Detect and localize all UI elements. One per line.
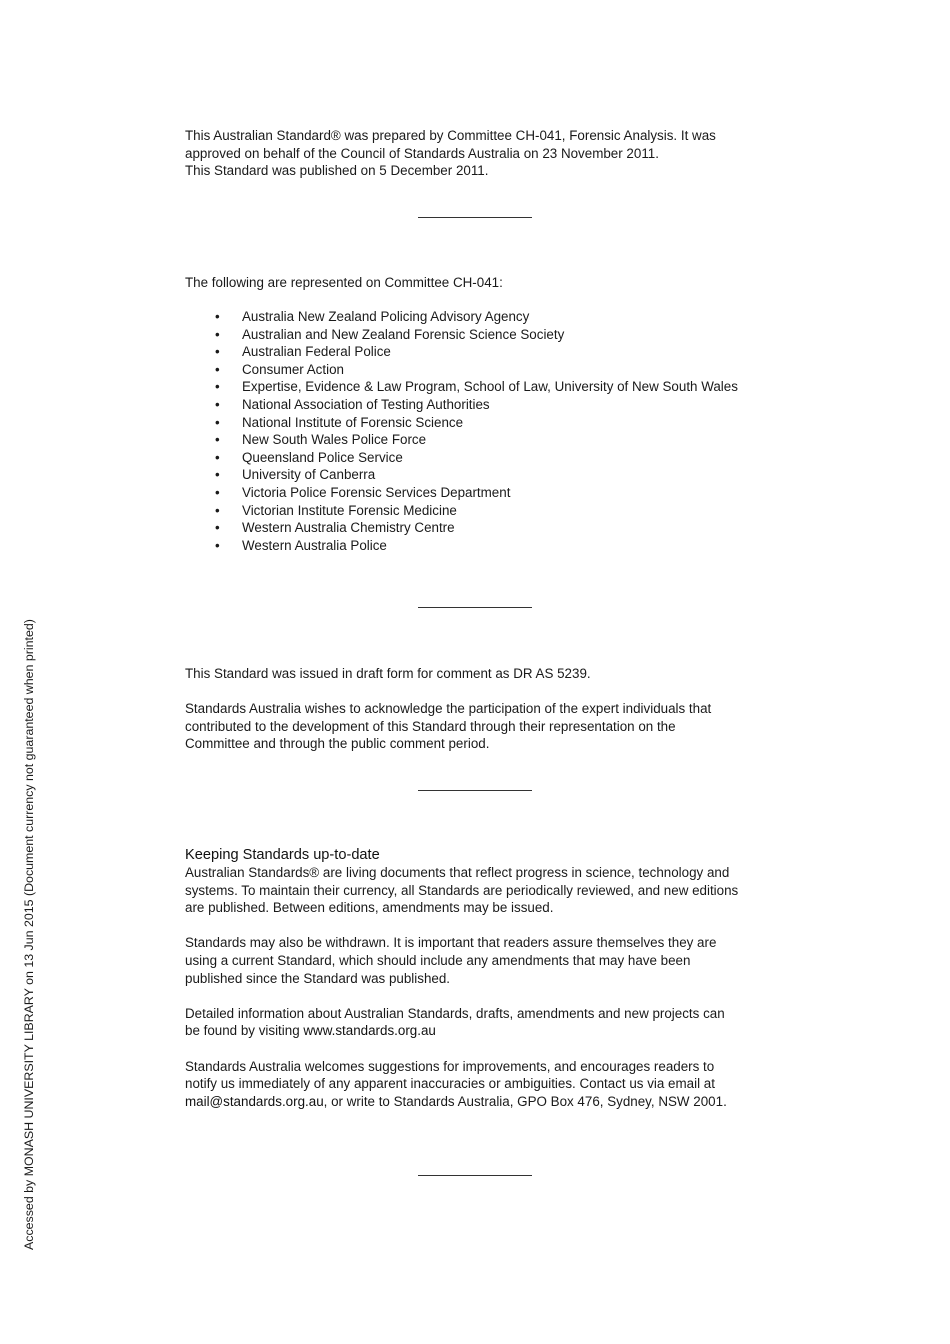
suggestions-line-2: notify us immediately of any apparent inaccuracies or ambiguities. Contact us via email at [185, 1076, 715, 1092]
committee-member-item [185, 396, 805, 414]
committee-member-item [185, 326, 805, 344]
committee-member-name: National Association of Testing Authorities [242, 396, 490, 412]
acknowledgement-line-2: contributed to the development of this Standard through their representation on the [185, 718, 676, 734]
bullet-icon: • [215, 379, 220, 395]
committee-intro: The following are represented on Committee CH-041: [185, 275, 503, 290]
bullet-icon: • [215, 361, 220, 377]
committee-member-name: New South Wales Police Force [242, 432, 427, 448]
committee-member-item [185, 449, 805, 467]
committee-member-name: National Institute of Forensic Science [242, 414, 464, 430]
bullet-icon: • [215, 484, 220, 500]
committee-member-item [185, 537, 805, 555]
preparation-line-2: approved on behalf of the Council of Standards Australia on 23 November 2011. [185, 145, 659, 161]
email-link[interactable]: mail@standards.org.au [185, 1093, 324, 1109]
committee-member-name: Western Australia Chemistry Centre [242, 520, 455, 536]
committee-member-name: Expertise, Evidence & Law Program, School of Law, University of New South Wales [242, 379, 738, 395]
bullet-icon: • [215, 414, 220, 430]
acknowledgement-line-1: Standards Australia wishes to acknowledge the participation of the expert individuals that [185, 701, 712, 717]
section-divider-4 [418, 1175, 532, 1176]
suggestions-line-3 [185, 1093, 775, 1111]
publication-date-line: This Standard was published on 5 December 2011. [185, 163, 489, 179]
bullet-icon: • [215, 520, 220, 536]
preparation-line-1: This Australian Standard® was prepared by Committee CH-041, Forensic Analysis. It was [185, 128, 716, 143]
bullet-icon: • [215, 432, 220, 448]
committee-member-item [185, 414, 805, 432]
bullet-icon: • [215, 309, 220, 324]
committee-member-item [185, 361, 805, 379]
committee-member-name: Australian and New Zealand Forensic Science Society [242, 326, 565, 342]
information-line-2 [185, 1022, 775, 1040]
committee-member-name: Consumer Action [242, 361, 344, 377]
draft-notice [185, 665, 775, 753]
keeping-standards-section [185, 846, 775, 1110]
postal-address-text: , or write to Standards Australia, GPO Box 476, Sydney, NSW 2001. [323, 1093, 727, 1109]
committee-member-item [185, 343, 805, 361]
draft-issued-line: This Standard was issued in draft form for comment as DR AS 5239. [185, 666, 591, 681]
committee-member-item [185, 431, 805, 449]
living-documents-line-2: systems. To maintain their currency, all Standards are periodically reviewed, and new editions [185, 882, 739, 898]
access-watermark: Accessed by MONASH UNIVERSITY LIBRARY on 13 Jun 2015 (Document currency not guaranteed when printed) [22, 619, 36, 1250]
bullet-icon: • [215, 467, 220, 483]
bullet-icon: • [215, 502, 220, 518]
committee-members-list [185, 308, 805, 554]
committee-member-name: Queensland Police Service [242, 449, 403, 465]
bullet-icon: • [215, 537, 220, 553]
committee-member-name: Victorian Institute Forensic Medicine [242, 502, 457, 518]
section-divider-1 [418, 217, 532, 218]
bullet-icon: • [215, 396, 220, 412]
committee-member-item [185, 484, 805, 502]
withdrawn-line-1: Standards may also be withdrawn. It is important that readers assure themselves they are [185, 935, 717, 951]
committee-member-name: Australian Federal Police [242, 344, 391, 360]
acknowledgement-line-3: Committee and through the public comment period. [185, 736, 490, 752]
bullet-icon: • [215, 344, 220, 360]
section-divider-2 [418, 607, 532, 608]
preparation-notice [185, 127, 775, 180]
withdrawn-line-2: using a current Standard, which should include any amendments that may have been [185, 952, 691, 968]
committee-member-item [185, 308, 805, 326]
committee-member-name: University of Canberra [242, 467, 376, 483]
bullet-icon: • [215, 326, 220, 342]
committee-member-item [185, 519, 805, 537]
section-divider-3 [418, 790, 532, 791]
information-line-1: Detailed information about Australian Standards, drafts, amendments and new projects can [185, 1005, 725, 1021]
committee-member-name: Victoria Police Forensic Services Department [242, 484, 511, 500]
committee-member-name: Australia New Zealand Policing Advisory Agency [242, 309, 530, 324]
committee-member-name: Western Australia Police [242, 537, 387, 553]
withdrawn-line-3: published since the Standard was published. [185, 970, 451, 986]
committee-member-item [185, 378, 805, 396]
committee-member-item [185, 466, 805, 484]
committee-intro-block [185, 274, 775, 292]
information-line-2-text: be found by visiting [185, 1023, 304, 1039]
living-documents-line-1: Australian Standards® are living documents that reflect progress in science, technology and [185, 865, 730, 880]
suggestions-line-1: Standards Australia welcomes suggestions for improvements, and encourages readers to [185, 1058, 715, 1074]
bullet-icon: • [215, 449, 220, 465]
living-documents-line-3: are published. Between editions, amendments may be issued. [185, 900, 554, 916]
committee-member-item [185, 502, 805, 520]
keeping-standards-heading: Keeping Standards up-to-date [185, 847, 380, 863]
website-link[interactable]: www.standards.org.au [303, 1023, 436, 1039]
